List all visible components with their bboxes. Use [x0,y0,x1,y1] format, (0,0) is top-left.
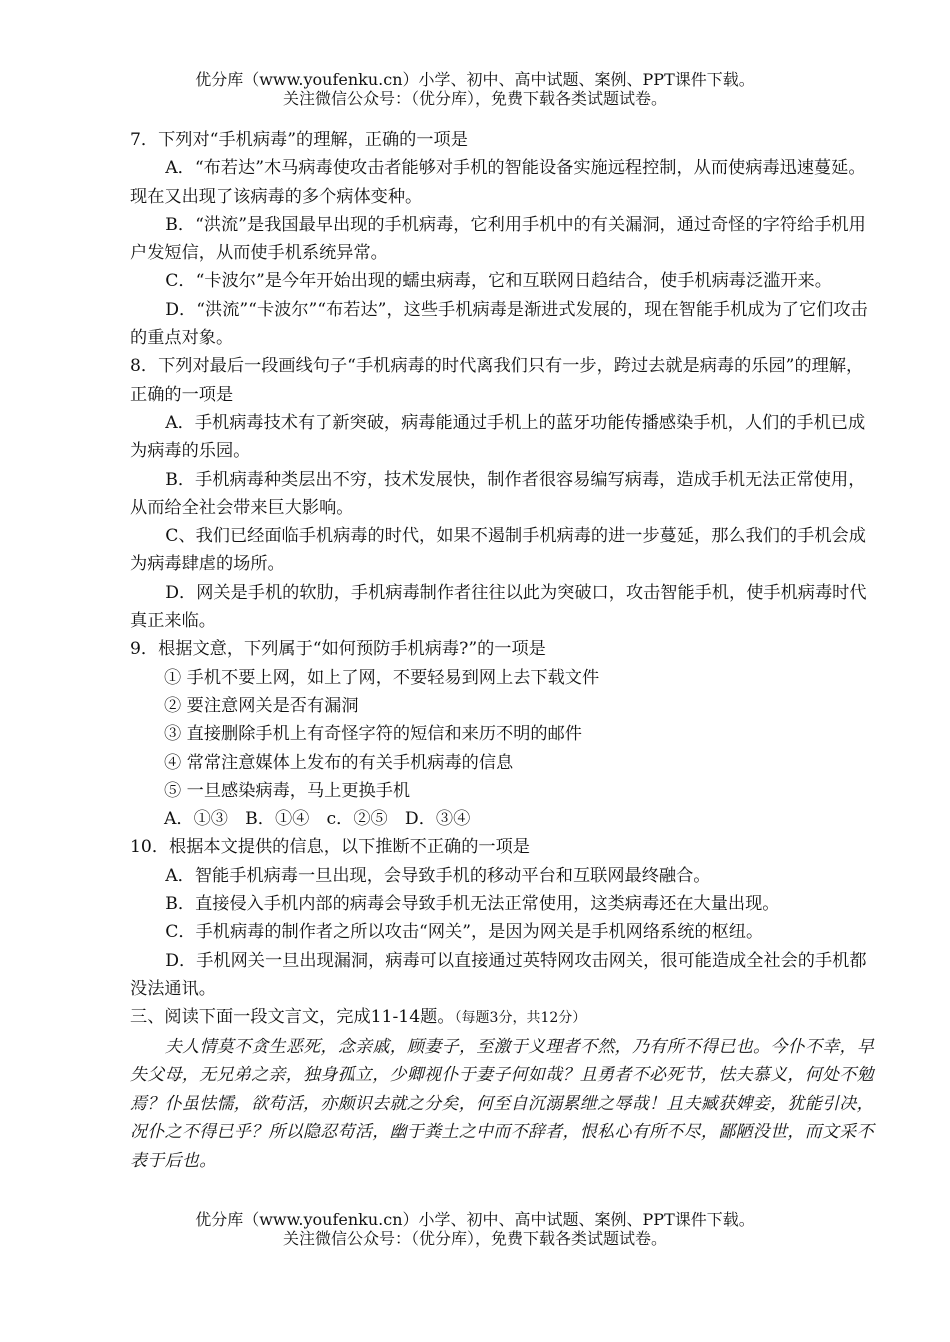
question-7-option-a: A．“布若达”木马病毒使攻击者能够对手机的智能设备实施远程控制，从而使病毒迅速蔓延。现在又出现了该病毒的多个病体变种。 [130,158,866,207]
question-9-item: ⑤ 一旦感染病毒，马上更换手机 [164,780,411,801]
footer-site-line: 优分库（www.youfenku.cn）小学、初中、高中试题、案例、PPT课件下载。 [195,1210,755,1229]
question-10-option-a: A．智能手机病毒一旦出现，会导致手机的移动平台和互联网最终融合。 [165,865,711,886]
question-10-option-c: C．手机病毒的制作者之所以攻击“网关”，是因为网关是手机网络系统的枢纽。 [165,922,764,943]
question-8-option-d: D．网关是手机的软肋，手机病毒制作者往往以此为突破口，攻击智能手机，使手机病毒时代真正来临。 [130,582,867,632]
question-10-option-b: B．直接侵入手机内部的病毒会导致手机无法正常使用，这类病毒还在大量出现。 [165,894,780,915]
classical-passage: 夫人情莫不贪生恶死，念亲戚，顾妻子，至激于义理者不然，乃有所不得已也。今仆不幸，早失父母，无兄弟之亲，独身孤立，少卿视仆于妻子何如哉？且勇者不必死节，怯夫慕义，何处不勉焉？仆虽怯懦，欲苟活，亦颇识去就之分矣，何至自沉溺累绁之辱哉！且夫臧获婢妾，犹能引决，况仆之不得已乎？所以隐忍苟活，幽于粪土之中而不辞者，恨私心有所不尽，鄙陋没世，而文采不表于后也。 [130,1036,875,1171]
question-7-option-c: C．“卡波尔”是今年开始出现的蠕虫病毒，它和互联网日趋结合，使手机病毒泛滥开来。 [165,271,832,292]
question-10-stem: 10．根据本文提供的信息，以下推断不正确的一项是 [130,837,530,858]
section-3-title: 三、阅读下面一段文言文，完成11-14题。 [130,1007,455,1028]
page-header [0,70,950,108]
question-9-item: ④ 常常注意媒体上发布的有关手机病毒的信息 [164,752,514,773]
section-3-score-note: （每题3分，共12分） [454,1010,587,1027]
question-7-stem: 7．下列对“手机病毒”的理解，正确的一项是 [130,130,468,150]
question-7-option-b: B．“洪流”是我国最早出现的手机病毒，它利用手机中的有关漏洞，通过奇怪的字符给手机用户发短信，从而使手机系统异常。 [130,214,866,264]
header-wechat-line: 关注微信公众号：（优分库），免费下载各类试题试卷。 [282,89,667,108]
question-9-stem: 9．根据文意，下列属于“如何预防手机病毒?”的一项是 [130,639,546,660]
page-footer [0,1210,950,1248]
exam-content [130,126,875,1175]
header-site-line: 优分库（www.youfenku.cn）小学、初中、高中试题、案例、PPT课件下载。 [195,70,755,89]
section-3-heading [130,1003,875,1032]
question-10-option-d: D．手机网关一旦出现漏洞，病毒可以直接通过英特网攻击网关，很可能造成全社会的手机都没法通讯。 [130,950,867,999]
question-9-item: ② 要注意网关是否有漏洞 [164,695,359,716]
question-9-choices: A．①③ B．①④ c．②⑤ D．③④ [164,809,471,830]
question-7-option-d: D．“洪流”“卡波尔”“布若达”，这些手机病毒是渐进式发展的，现在智能手机成为了它们攻击的重点对象。 [130,299,868,349]
question-8-option-c: C、我们已经面临手机病毒的时代，如果不遏制手机病毒的进一步蔓延，那么我们的手机会成为病毒肆虐的场所。 [130,526,866,575]
question-9-item: ③ 直接删除手机上有奇怪字符的短信和来历不明的邮件 [164,724,582,745]
footer-wechat-line: 关注微信公众号：（优分库），免费下载各类试题试卷。 [282,1229,667,1248]
question-9-item: ① 手机不要上网，如上了网，不要轻易到网上去下载文件 [164,667,600,688]
question-8-option-b: B．手机病毒种类层出不穷，技术发展快，制作者很容易编写病毒，造成手机无法正常使用，从而给全社会带来巨大影响。 [130,469,866,518]
question-8-stem: 8．下列对最后一段画线句子“手机病毒的时代离我们只有一步，跨过去就是病毒的乐园”的理解，正确的一项是 [130,356,864,405]
question-8-option-a: A．手机病毒技术有了新突破，病毒能通过手机上的蓝牙功能传播感染手机，人们的手机已成为病毒的乐园。 [130,412,866,462]
